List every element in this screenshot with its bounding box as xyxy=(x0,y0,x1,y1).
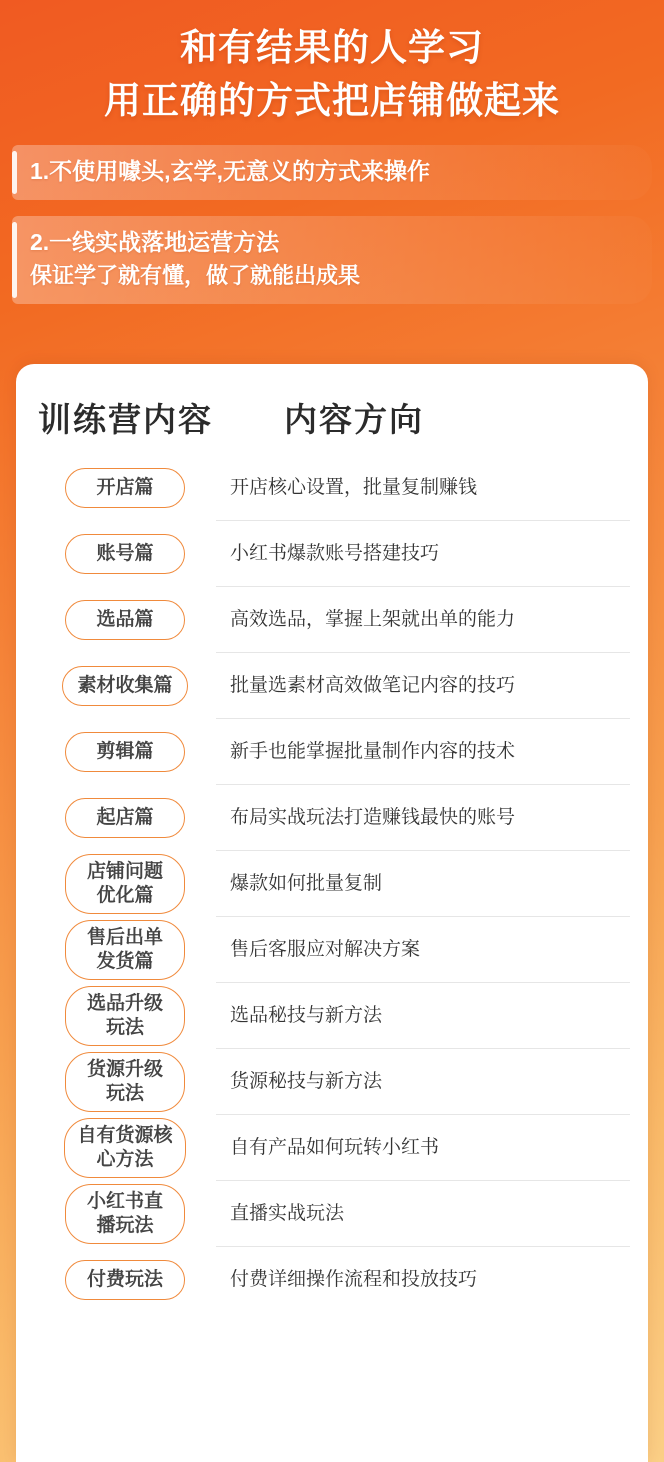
hero-title-line-1: 和有结果的人学习 xyxy=(180,27,484,68)
table-cell-topic xyxy=(34,798,216,838)
table-row xyxy=(34,1115,630,1181)
topic-pill: 货源升级 玩法 xyxy=(65,1052,185,1113)
table-cell-direction xyxy=(216,587,630,653)
curriculum-card xyxy=(16,364,648,1462)
table-cell-direction xyxy=(216,521,630,587)
table-cell-direction xyxy=(216,917,630,983)
highlight-banner-2 xyxy=(12,216,652,303)
column-header-direction-label: 内容方向 xyxy=(284,401,424,438)
table-cell-direction xyxy=(216,1247,630,1313)
topic-pill: 剪辑篇 xyxy=(65,732,185,772)
topic-pill: 售后出单 发货篇 xyxy=(65,920,185,981)
table-cell-direction xyxy=(216,455,630,521)
table-cell-direction xyxy=(216,851,630,917)
table-cell-direction xyxy=(216,1049,630,1115)
table-cell-topic xyxy=(34,1052,216,1113)
direction-text: 售后客服应对解决方案 xyxy=(230,938,421,960)
highlight-banner-1-text: 1.不使用噱头,玄学,无意义的方式来操作 xyxy=(30,158,430,185)
direction-text: 新手也能掌握批量制作内容的技术 xyxy=(230,740,516,762)
topic-pill: 开店篇 xyxy=(65,468,185,508)
topic-pill: 付费玩法 xyxy=(65,1260,185,1300)
direction-text: 自有产品如何玩转小红书 xyxy=(230,1136,440,1158)
highlight-banner-1 xyxy=(12,145,652,200)
curriculum-table-header xyxy=(34,386,630,455)
direction-text: 爆款如何批量复制 xyxy=(230,872,383,894)
column-header-direction xyxy=(266,394,630,441)
table-cell-direction xyxy=(216,1181,630,1247)
topic-pill: 选品升级 玩法 xyxy=(65,986,185,1047)
table-cell-direction xyxy=(216,1115,630,1181)
table-cell-topic xyxy=(34,534,216,574)
table-cell-topic xyxy=(34,1118,216,1179)
curriculum-row-list xyxy=(34,455,630,1313)
topic-pill: 选品篇 xyxy=(65,600,185,640)
topic-pill: 账号篇 xyxy=(65,534,185,574)
table-cell-topic xyxy=(34,732,216,772)
table-cell-topic xyxy=(34,600,216,640)
topic-pill: 店铺问题 优化篇 xyxy=(65,854,185,915)
direction-text: 选品秘技与新方法 xyxy=(230,1004,383,1026)
highlight-banner-2-line-1: 2.一线实战落地运营方法 xyxy=(30,229,280,256)
table-row xyxy=(34,587,630,653)
table-cell-topic xyxy=(34,986,216,1047)
table-row xyxy=(34,653,630,719)
direction-text: 小红书爆款账号搭建技巧 xyxy=(230,542,440,564)
table-cell-direction xyxy=(216,653,630,719)
direction-text: 直播实战玩法 xyxy=(230,1202,345,1224)
direction-text: 布局实战玩法打造赚钱最快的账号 xyxy=(230,806,516,828)
highlight-banner-list xyxy=(12,145,652,304)
highlight-banner-2-line-2: 保证学了就有懂，做了就能出成果 xyxy=(30,262,361,288)
column-header-topic xyxy=(34,394,266,441)
direction-text: 批量选素材高效做笔记内容的技巧 xyxy=(230,674,516,696)
table-row xyxy=(34,1049,630,1115)
topic-pill: 自有货源核 心方法 xyxy=(64,1118,185,1179)
table-cell-topic xyxy=(34,920,216,981)
table-row xyxy=(34,521,630,587)
table-cell-topic xyxy=(34,666,216,706)
table-cell-direction xyxy=(216,785,630,851)
table-row xyxy=(34,917,630,983)
direction-text: 高效选品，掌握上架就出单的能力 xyxy=(230,608,516,630)
table-cell-direction xyxy=(216,719,630,785)
direction-text: 货源秘技与新方法 xyxy=(230,1070,383,1092)
topic-pill: 起店篇 xyxy=(65,798,185,838)
table-cell-topic xyxy=(34,854,216,915)
table-row xyxy=(34,785,630,851)
topic-pill: 小红书直 播玩法 xyxy=(65,1184,185,1245)
direction-text: 开店核心设置，批量复制赚钱 xyxy=(230,476,478,498)
column-header-topic-label: 训练营内容 xyxy=(38,401,213,438)
hero-header xyxy=(0,0,664,131)
table-cell-topic xyxy=(34,1260,216,1300)
table-row xyxy=(34,983,630,1049)
table-row xyxy=(34,1247,630,1313)
table-row xyxy=(34,719,630,785)
table-row xyxy=(34,455,630,521)
topic-pill: 素材收集篇 xyxy=(62,666,187,706)
table-row xyxy=(34,851,630,917)
table-cell-topic xyxy=(34,1184,216,1245)
table-row xyxy=(34,1181,630,1247)
table-cell-direction xyxy=(216,983,630,1049)
hero-title-line-2: 用正确的方式把店铺做起来 xyxy=(104,79,560,121)
direction-text: 付费详细操作流程和投放技巧 xyxy=(230,1269,478,1291)
table-cell-topic xyxy=(34,468,216,508)
